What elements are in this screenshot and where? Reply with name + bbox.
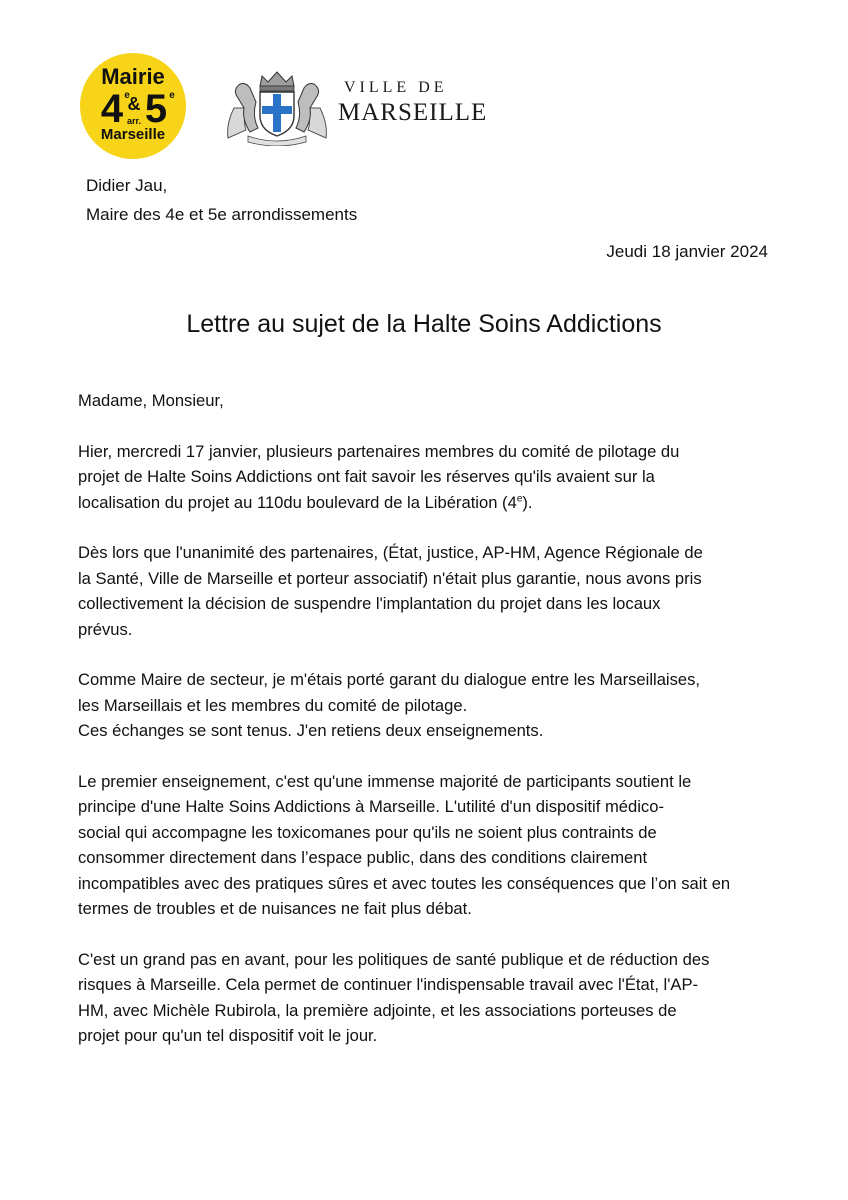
paragraph-line: collectivement la décision de suspendre l'implantation du projet dans les locaux: [78, 594, 661, 613]
mairie-logo-lettering: [80, 53, 186, 159]
paragraph-line: principe d'une Halte Soins Addictions à Marseille. L'utilité d'un dispositif médico-: [78, 797, 664, 816]
mairie-logo-sup-right: e: [169, 90, 175, 101]
paragraph-line: social qui accompagne les toxicomanes pour qu'ils ne soient plus contraints de: [78, 822, 657, 842]
mairie-logo-line1: Mairie: [101, 64, 165, 89]
marseille-coat-of-arms-icon: [222, 68, 332, 146]
author-name: Didier Jau,: [86, 176, 168, 195]
salutation: Madame, Monsieur,: [78, 391, 224, 410]
letter-body: [78, 388, 759, 1074]
paragraph-line-end: ).: [522, 492, 533, 512]
paragraph-line: incompatibles avec des pratiques sûres et avec toutes les conséquences que l’on sait en: [78, 873, 731, 893]
author-block: [86, 171, 357, 229]
paragraph-line: Dès lors que l'unanimité des partenaires, (État, justice, AP-HM, Agence Régionale de: [78, 543, 703, 562]
superscript-e: e: [516, 492, 523, 504]
letter-title: Lettre au sujet de la Halte Soins Addictions: [186, 310, 662, 338]
ville-logo-line1: VILLE DE: [344, 79, 448, 96]
paragraph-line-last: [78, 490, 759, 516]
paragraph-line: risques à Marseille. Cela permet de continuer l'indispensable travail avec l'État, l'AP-: [78, 975, 699, 994]
paragraph-line: consommer directement dans l’espace public, dans des conditions clairement: [78, 848, 648, 867]
paragraph-line: projet pour qu'un tel dispositif voit le jour.: [78, 1026, 378, 1045]
paragraph-line: projet de Halte Soins Addictions ont fait savoir les réserves qu'ils avaient sur la: [78, 467, 655, 486]
ville-logo-text: [338, 80, 487, 125]
mairie-logo-sup-left: e: [124, 90, 130, 101]
paragraph-line: les Marseillais et les membres du comité de pilotage.: [78, 695, 468, 715]
paragraph-line: Hier, mercredi 17 janvier, plusieurs partenaires membres du comité de pilotage du: [78, 441, 680, 461]
mairie-logo-num-left: 4: [100, 87, 124, 131]
paragraph-1: [78, 439, 759, 516]
paragraph-line: Ces échanges se sont tenus. J'en retiens deux enseignements.: [78, 721, 544, 740]
paragraph-line: prévus.: [78, 619, 133, 639]
mairie-logo-num-right: 5: [144, 87, 168, 131]
paragraph-line: HM, avec Michèle Rubirola, la première adjointe, et les associations porteuses de: [78, 1000, 677, 1020]
paragraph-line: Le premier enseignement, c'est qu'une immense majorité de participants soutient le: [78, 771, 692, 791]
paragraph-4: [78, 769, 759, 922]
paragraph-3: [78, 667, 759, 744]
paragraph-5: [78, 947, 759, 1049]
mairie-4-5-logo: [80, 53, 186, 159]
ville-de-marseille-logo: [222, 68, 488, 146]
letter-date: Jeudi 18 janvier 2024: [606, 242, 768, 261]
mairie-logo-ampersand: &: [127, 94, 141, 114]
paragraph-line: Comme Maire de secteur, je m'étais porté garant du dialogue entre les Marseillaises,: [78, 670, 701, 689]
paragraph-line: termes de troubles et de nuisances ne fait plus débat.: [78, 899, 472, 918]
paragraph-line: C'est un grand pas en avant, pour les politiques de santé publique et de réduction des: [78, 949, 710, 969]
paragraph-line: la Santé, Ville de Marseille et porteur associatif) n'était plus garantie, nous avons pris: [78, 568, 702, 588]
mairie-logo-line3: Marseille: [100, 126, 166, 143]
author-role: Maire des 4e et 5e arrondissements: [86, 205, 358, 224]
mairie-logo-arr: arr.: [126, 116, 142, 126]
paragraph-line-text: localisation du projet au 110du boulevard de la Libération (4: [78, 492, 517, 512]
ville-logo-line2: MARSEILLE: [338, 99, 488, 126]
paragraph-2: [78, 540, 759, 642]
